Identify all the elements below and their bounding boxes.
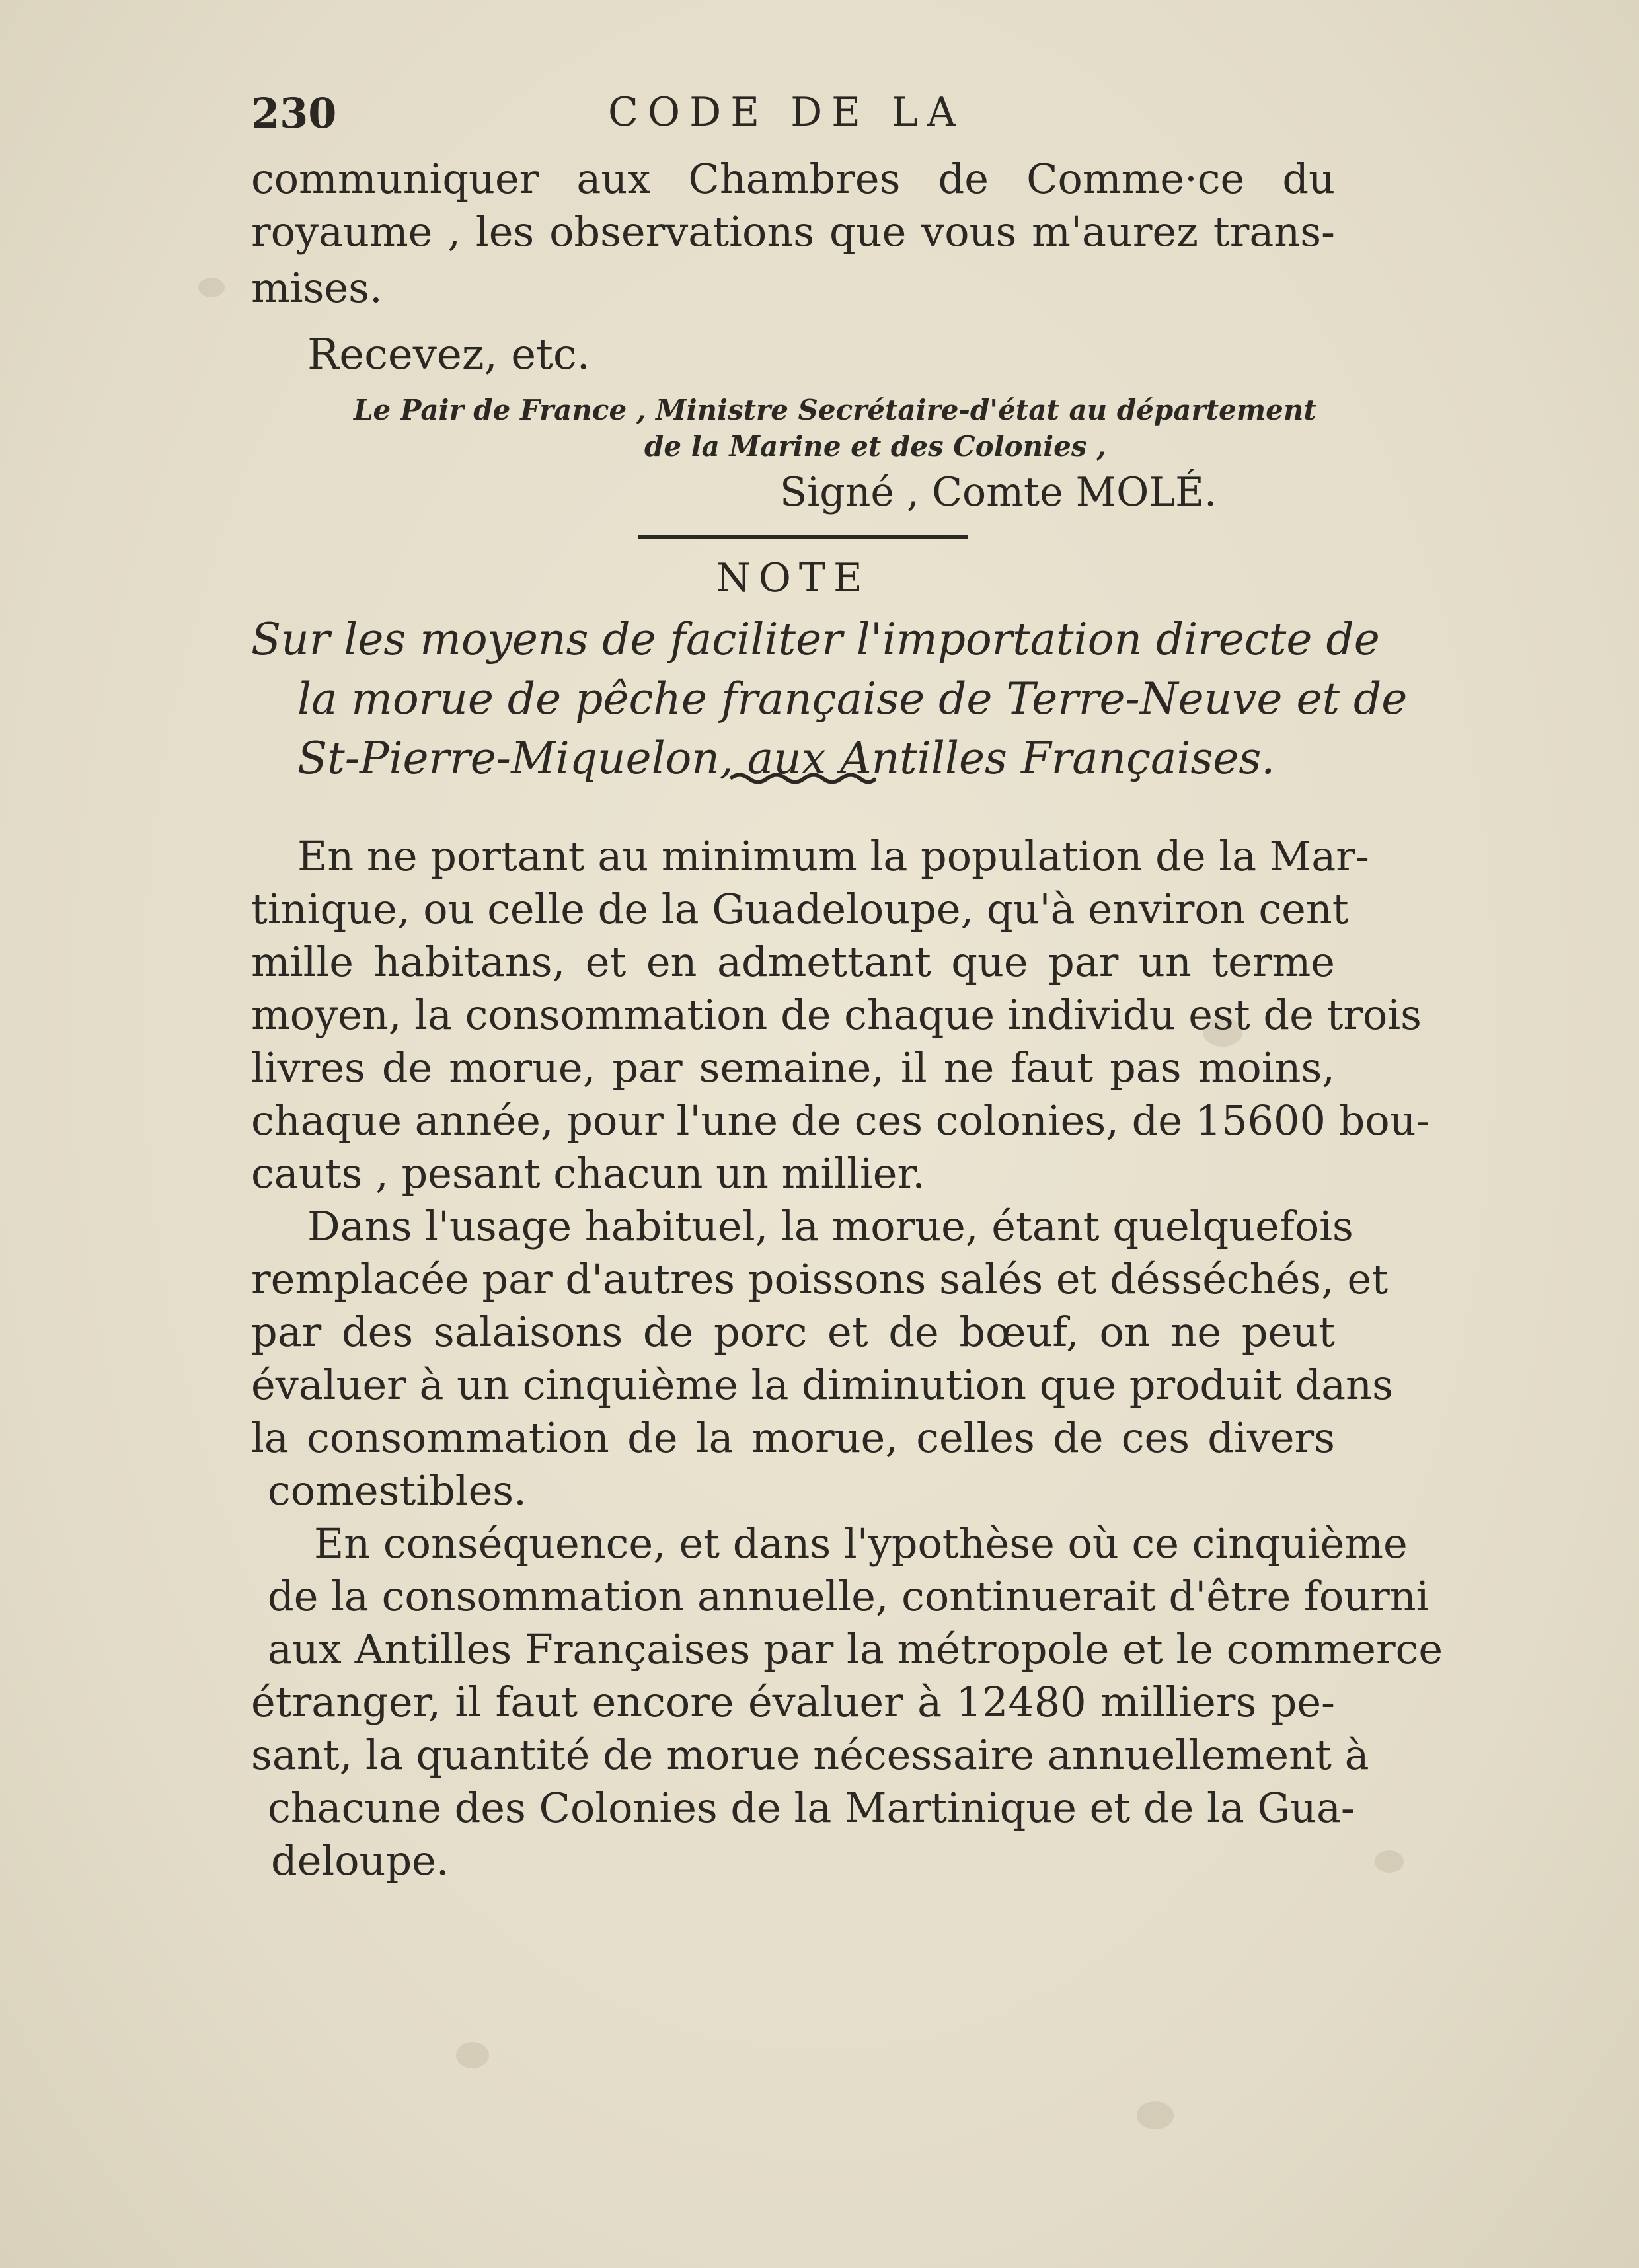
- body-line: mille habitans, et en admettant que par un terme: [251, 938, 1335, 986]
- signature-title-continued: de la Marine et des Colonies ,: [644, 430, 1106, 463]
- body-line: chaque année, pour l'une de ces colonies, de 15600 bou-: [251, 1096, 1430, 1145]
- body-line: par des salaisons de porc et de bœuf, on ne peut: [251, 1308, 1335, 1356]
- body-line: cauts , pesant chacun un millier.: [251, 1149, 926, 1197]
- foxing-spot: [1137, 2101, 1174, 2129]
- letter-line: royaume , les observations que vous m'aurez trans-: [251, 208, 1335, 256]
- body-line: évaluer à un cinquième la diminution que produit dans: [251, 1361, 1393, 1409]
- body-line: En conséquence, et dans l'ypothèse où ce cinquième: [314, 1519, 1408, 1568]
- letter-line: mises.: [251, 264, 383, 312]
- foxing-spot: [198, 278, 225, 297]
- page-number: 230: [251, 89, 337, 137]
- body-line: sant, la quantité de morue nécessaire annuellement à: [251, 1731, 1369, 1779]
- body-line: En ne portant au minimum la population de la Mar-: [297, 832, 1369, 880]
- signature: Signé , Comte MOLÉ.: [780, 469, 1217, 515]
- body-line: deloupe.: [271, 1836, 449, 1885]
- body-line: la consommation de la morue, celles de ces divers: [251, 1414, 1335, 1462]
- body-line: Dans l'usage habituel, la morue, étant quelquefois: [307, 1202, 1353, 1250]
- body-line: étranger, il faut encore évaluer à 12480 milliers pe-: [251, 1678, 1335, 1726]
- body-line: chacune des Colonies de la Martinique et de la Gua-: [268, 1784, 1355, 1832]
- section-rule: [638, 535, 968, 539]
- body-line: livres de morue, par semaine, il ne faut pas moins,: [251, 1043, 1335, 1092]
- running-title: CODE DE LA: [608, 89, 966, 135]
- body-line: tinique, ou celle de la Guadeloupe, qu'à environ cent: [251, 885, 1349, 933]
- wave-ornament: [730, 770, 876, 787]
- note-heading: NOTE: [716, 555, 870, 601]
- body-line: comestibles.: [268, 1466, 527, 1515]
- body-line: aux Antilles Françaises par la métropole et le commerce: [268, 1625, 1443, 1673]
- signature-title: Le Pair de France , Ministre Secrétaire-d'état au département: [354, 394, 1316, 426]
- body-line: remplacée par d'autres poissons salés et désséchés, et: [251, 1255, 1389, 1303]
- note-subtitle-line: St-Pierre-Miquelon, aux Antilles Françaises.: [297, 733, 1276, 784]
- foxing-spot: [1375, 1850, 1404, 1873]
- letter-closing: Recevez, etc.: [307, 330, 590, 379]
- letter-line: communiquer aux Chambres de Comme·ce du: [251, 155, 1335, 203]
- note-subtitle-line: la morue de pêche française de Terre-Neuve et de: [297, 673, 1408, 724]
- body-line: de la consommation annuelle, continuerait d'être fourni: [268, 1572, 1429, 1620]
- foxing-spot: [456, 2042, 489, 2068]
- note-subtitle-line: Sur les moyens de faciliter l'importation directe de: [251, 614, 1380, 665]
- body-line: moyen, la consommation de chaque individu est de trois: [251, 991, 1422, 1039]
- page-header: [251, 89, 1335, 149]
